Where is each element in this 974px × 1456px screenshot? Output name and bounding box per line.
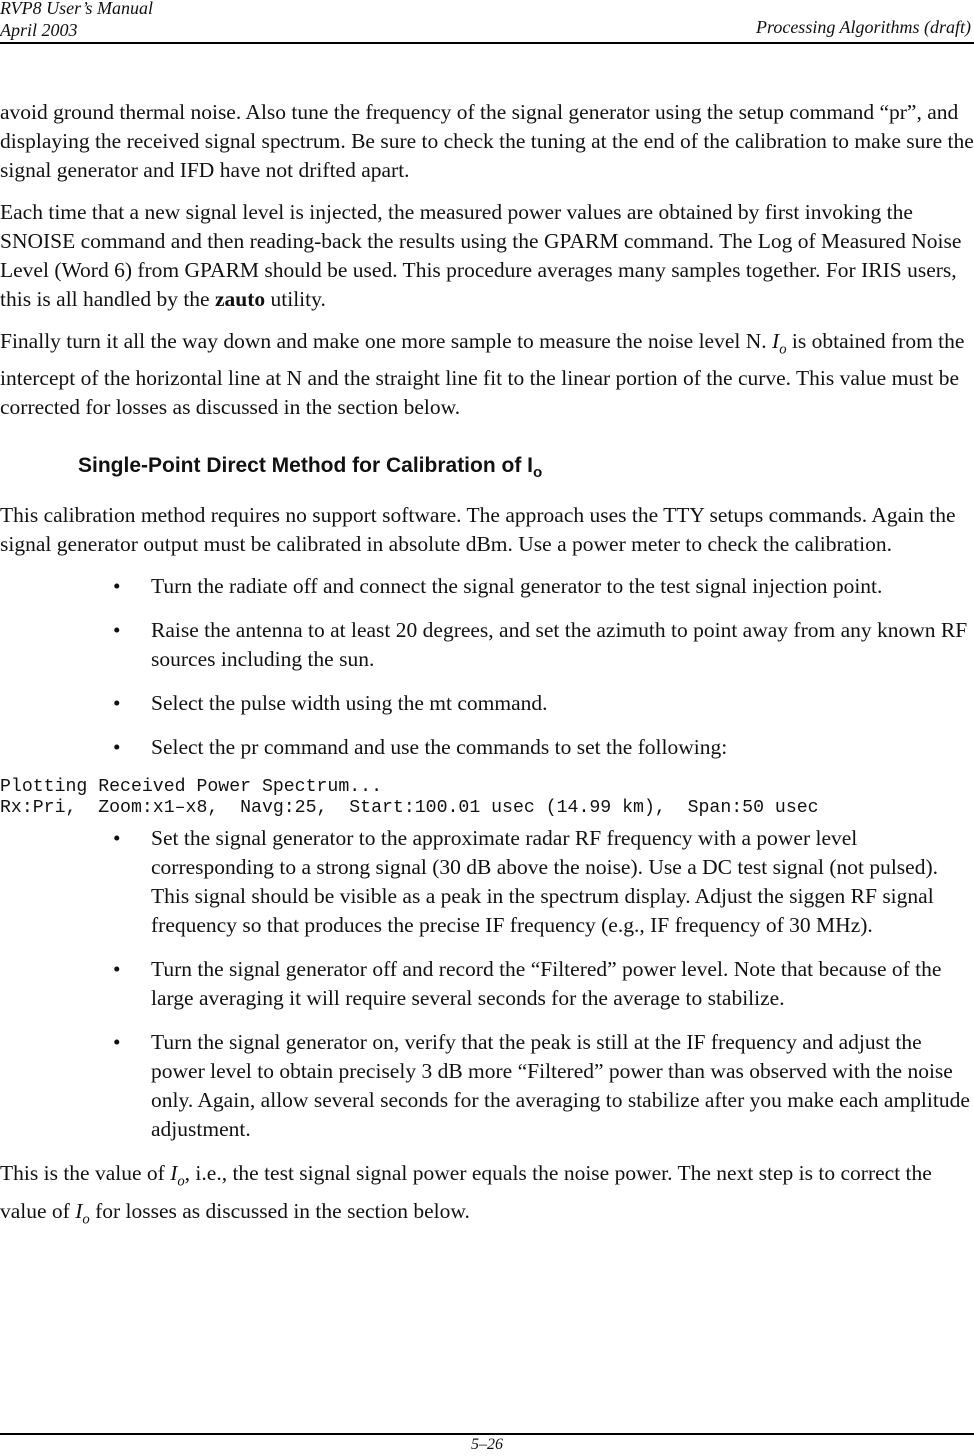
code-block <box>0 777 974 818</box>
code-line: Plotting Received Power Spectrum... <box>0 777 382 798</box>
zauto-utility: zauto <box>214 287 266 311</box>
section-heading <box>78 452 974 487</box>
section-heading-text: Single-Point Direct Method for Calibration of I <box>78 454 533 478</box>
paragraph-3 <box>0 327 974 422</box>
list-item-text: Raise the antenna to at least 20 degrees, and set the azimuth to point away from any known RF sources including the sun. <box>151 618 968 672</box>
page-body <box>0 98 974 1247</box>
list-item-text: Turn the radiate off and connect the signal generator to the test signal injection point. <box>151 574 883 599</box>
io-symbol <box>75 1198 90 1228</box>
list-item <box>0 616 974 674</box>
io-subscript: o <box>177 1173 185 1190</box>
list-item <box>0 689 974 718</box>
paragraph-4: This calibration method requires no support software. The approach uses the TTY setups commands. Again the signal generator output must be calibrated in absolute dBm. Use a power meter to check the calibration. <box>0 503 956 557</box>
paragraph-2-text: Each time that a new signal level is injected, the measured power values are obtained by first invoking the SNOISE command and then reading-back the results using the GPARM command. The Log of Measured Noise Level (Word 6) from GPARM should be used. This procedure averages many samples together. For IRIS users, this is all handled by the <box>0 200 962 311</box>
bullet-icon: • <box>113 735 121 760</box>
page-number: 5–26 <box>471 1436 503 1453</box>
paragraph-2-tail: utility. <box>265 287 326 311</box>
footer-rule <box>0 1433 974 1435</box>
section-heading-subscript: o <box>533 464 543 482</box>
io-subscript: o <box>82 1211 90 1228</box>
list-item <box>0 824 974 940</box>
list-item <box>0 572 974 601</box>
bullet-list-2 <box>0 824 974 1144</box>
list-item-text: Select the pulse width using the mt command. <box>151 691 548 716</box>
bullet-icon: • <box>113 957 121 982</box>
list-item-text: Turn the signal generator on, verify that the peak is still at the IF frequency and adjust the power level to obtain precisely 3 dB more “Filtered” power than was observed with the noise only. Again, allow several seconds for the averaging to stabilize after you make each amplitude adjustment. <box>151 1030 970 1142</box>
bullet-icon: • <box>113 618 121 643</box>
list-item <box>0 955 974 1013</box>
bullet-icon: • <box>113 574 121 599</box>
paragraph-5 <box>0 1159 974 1234</box>
list-item-text: Set the signal generator to the approximate radar RF frequency with a power level corresponding to a strong signal (30 dB above the noise). Use a DC test signal (not pulsed). This signal should be visible as a peak in the spectrum display. Adjust the siggen RF signal frequency so that produces the precise IF frequency (e.g., IF frequency of 30 MHz). <box>151 826 938 938</box>
paragraph-3-tail: is obtained from the intercept of the horizontal line at N and the straight line fit to the linear portion of the curve. This value must be corrected for losses as discussed in the section below. <box>0 329 965 420</box>
io-letter: I <box>75 1198 83 1223</box>
paragraph-3-text: Finally turn it all the way down and make one more sample to measure the noise level N. <box>0 329 773 353</box>
manual-date: April 2003 <box>0 20 78 40</box>
paragraph-5-middle: , i.e., the test signal signal power equals the noise power. The next step is to correct the value of <box>0 1161 932 1223</box>
list-item-text: Select the pr command and use the commands to set the following: <box>151 735 728 760</box>
list-item-text: Turn the signal generator off and record the “Filtered” power level. Note that because of the large averaging it will require several seconds for the average to stabilize. <box>151 957 942 1011</box>
paragraph-5-tail: for losses as discussed in the section below. <box>89 1198 470 1223</box>
code-line: Rx:Pri, Zoom:x1–x8, Navg:25, Start:100.01 usec (14.99 km), Span:50 usec <box>0 797 819 818</box>
bullet-icon: • <box>113 691 121 716</box>
paragraph-2 <box>0 198 974 314</box>
section-title: Processing Algorithms (draft) <box>756 17 971 37</box>
io-letter: I <box>772 329 780 353</box>
header-left <box>0 0 153 41</box>
io-symbol <box>170 1161 185 1190</box>
io-subscript: o <box>779 341 787 358</box>
io-letter: I <box>170 1161 178 1186</box>
page-header <box>0 0 974 46</box>
paragraph-1: avoid ground thermal noise. Also tune the frequency of the signal generator using the setup command “pr”, and displaying the received signal spectrum. Be sure to check the tuning at the end of the calibration to make sure the signal generator and IFD have not drifted apart. <box>0 100 974 182</box>
io-symbol <box>772 329 787 358</box>
list-item <box>0 733 974 762</box>
list-item <box>0 1028 974 1144</box>
bullet-icon: • <box>113 1030 121 1055</box>
header-rule <box>0 42 974 44</box>
bullet-icon: • <box>113 826 121 851</box>
manual-title: RVP8 User’s Manual <box>0 0 153 18</box>
paragraph-5-text: This is the value of <box>0 1161 171 1186</box>
bullet-list-1 <box>0 572 974 762</box>
